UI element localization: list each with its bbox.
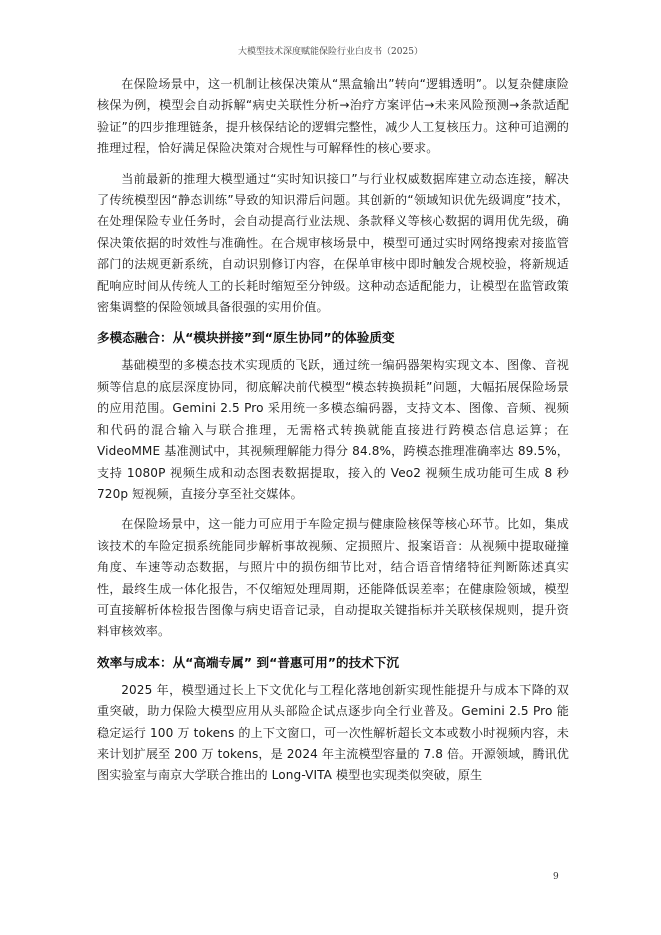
page-number: 9 [553,872,559,882]
paragraph-4: 在保险场景中，这一能力可应用于车险定损与健康险核保等核心环节。比如，集成该技术的车险定损系统能同步解析事故视频、定损照片、报案语音：从视频中提取碰撞角度、车速等动态数据，与照片中的损伤细节比对，结合语音情绪特征判断陈述真实性，最终生成一体化报告，不仅缩短处理周期，还能降低误差率；在健康险领域，模型可直接解析体检报告图像与病史语音记录，自动提取关键指标并关联核保规则，提升资料审核效率。 [97,517,569,639]
body-content [97,74,569,796]
paragraph-5: 2025 年，模型通过长上下文优化与工程化落地创新实现性能提升与成本下降的双重突破，助力保险大模型应用从头部险企试点逐步向全行业普及。Gemini 2.5 Pro 能稳定运行 100 万 tokens 的上下文窗口，可一次性解析超长文本或数小时视频内容，未来计划扩展至 200 万 tokens，是 2024 年主流模型容量的 7.8 倍。开源领域，腾讯优图实验室与南京大学联合推出的 Long-VITA 模型也实现类似突破，原生 [97,682,569,783]
paragraph-3: 基础模型的多模态技术实现质的飞跃，通过统一编码器架构实现文本、图像、音视频等信息的底层深度协同，彻底解决前代模型“模态转换损耗”问题，大幅拓展保险场景的应用范围。Gemini 2.5 Pro 采用统一多模态编码器，支持文本、图像、音频、视频和代码的混合输入与联合推理，无需格式转换就能直接进行跨模态信息运算；在 VideoMME 基准测试中，其视频理解能力得分 84.8%，跨模态推理准确率达 89.5%，支持 1080P 视频生成和动态图表数据提取，接入的 Veo2 视频生成功能可生成 8 秒 720p 短视频，直接分享至社交媒体。 [97,358,569,501]
paragraph-1: 在保险场景中，这一机制让核保决策从“黑盒输出”转向“逻辑透明”。以复杂健康险核保为例，模型会自动拆解“病史关联性分析→治疗方案评估→未来风险预测→条款适配验证”的四步推理链条，提升核保结论的逻辑完整性，减少人工复核压力。这种可追溯的推理过程，恰好满足保险决策对合规性与可解释性的核心要求。 [97,77,569,156]
paragraph-2: 当前最新的推理大模型通过“实时知识接口”与行业权威数据库建立动态连接，解决了传统模型因“静态训练”导致的知识滞后问题。其创新的“领域知识优先级调度”技术，在处理保险专业任务时，会自动提高行业法规、条款释义等核心数据的调用优先级，确保决策依据的时效性与准确性。在合规审核场景中，模型可通过实时网络搜索对接监管部门的法规更新系统，自动识别修订内容，在保单审核中即时触发合规校验，将新规适配响应时间从传统人工的长耗时缩短至分钟级。这种动态适配能力，让模型在监管政策密集调整的保险领域具备很强的实用价值。 [97,171,569,315]
section-heading-efficiency: 效率与成本：从“高端专属” 到“普惠可用”的技术下沉 [97,654,399,670]
section-heading-multimodal: 多模态融合：从“模块拼接”到“原生协同”的体验质变 [97,330,395,346]
running-header: 大模型技术深度赋能保险行业白皮书（2025） [238,47,423,57]
